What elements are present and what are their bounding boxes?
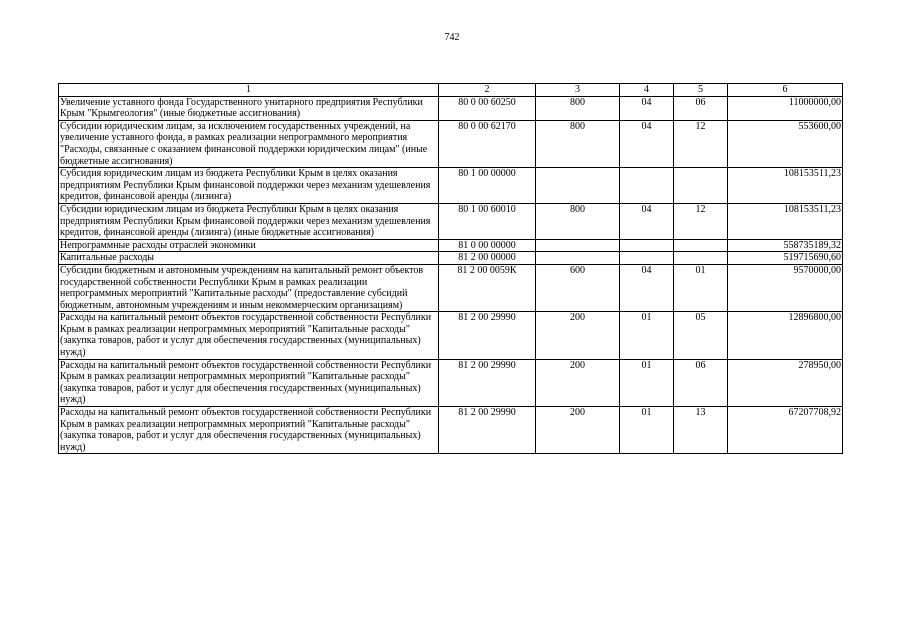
- row-subsection: 01: [674, 264, 728, 311]
- row-subsection: 05: [674, 312, 728, 359]
- header-col-6: 6: [728, 84, 843, 97]
- row-target-code: 80 0 00 62170: [439, 120, 536, 167]
- table-row: [59, 203, 843, 239]
- row-section: 01: [620, 407, 674, 454]
- row-expense-type: 200: [536, 359, 620, 406]
- header-col-3: 3: [536, 84, 620, 97]
- row-sum: 558735189,32: [728, 239, 843, 252]
- row-sum: 108153511,23: [728, 203, 843, 239]
- table-row: [59, 120, 843, 167]
- row-subsection: [674, 252, 728, 265]
- header-row: [59, 84, 843, 97]
- row-sum: 11000000,00: [728, 96, 843, 120]
- header-col-1: 1: [59, 84, 439, 97]
- row-name: Расходы на капитальный ремонт объектов государственной собственности Республики Крым в рамках реализации непрограммных мероприятий "Капитальные расходы" (закупка товаров, работ и услуг для обеспечения государственных (муниципальных) нужд): [59, 359, 439, 406]
- row-section: [620, 239, 674, 252]
- table-row: [59, 264, 843, 311]
- row-subsection: 13: [674, 407, 728, 454]
- row-name: Субсидия юридическим лицам из бюджета Республики Крым в целях оказания предприятиям Республики Крым финансовой поддержки через механизм удешевления кредитов, финансовой аренды (лизинга): [59, 168, 439, 204]
- row-name: Увеличение уставного фонда Государственного унитарного предприятия Республики Крым "Крымгеология" (иные бюджетные ассигнования): [59, 96, 439, 120]
- row-name: Субсидии юридическим лицам из бюджета Республики Крым в целях оказания предприятиям Республики Крым финансовой поддержки через механизм удешевления кредитов, финансовой аренды (лизинга) (иные бюджетные ассигнования): [59, 203, 439, 239]
- row-sum: 108153511,23: [728, 168, 843, 204]
- row-name: Расходы на капитальный ремонт объектов государственной собственности Республики Крым в рамках реализации непрограммных мероприятий "Капитальные расходы" (закупка товаров, работ и услуг для обеспечения государственных (муниципальных) нужд): [59, 312, 439, 359]
- row-expense-type: 600: [536, 264, 620, 311]
- row-subsection: 06: [674, 96, 728, 120]
- row-expense-type: 800: [536, 96, 620, 120]
- row-target-code: 81 2 00 29990: [439, 312, 536, 359]
- row-expense-type: 800: [536, 203, 620, 239]
- row-name: Капитальные расходы: [59, 252, 439, 265]
- table-row: [59, 359, 843, 406]
- row-section: 04: [620, 120, 674, 167]
- row-sum: 553600,00: [728, 120, 843, 167]
- row-subsection: [674, 239, 728, 252]
- row-target-code: 81 0 00 00000: [439, 239, 536, 252]
- table-row: [59, 407, 843, 454]
- row-section: [620, 252, 674, 265]
- row-target-code: 81 2 00 29990: [439, 407, 536, 454]
- row-sum: 12896800,00: [728, 312, 843, 359]
- row-subsection: 06: [674, 359, 728, 406]
- row-sum: 519715690,60: [728, 252, 843, 265]
- row-subsection: 12: [674, 203, 728, 239]
- page-number: 742: [444, 32, 460, 43]
- budget-table: [58, 83, 843, 454]
- row-section: [620, 168, 674, 204]
- row-expense-type: 200: [536, 312, 620, 359]
- row-name: Субсидии бюджетным и автономным учреждениям на капитальный ремонт объектов государственной собственности Республики Крым в рамках реализации непрограммных мероприятий "Капитальные расходы" (предоставление субсидий бюджетным, автономным учреждениям и иным некоммерческим организациям): [59, 264, 439, 311]
- row-section: 04: [620, 264, 674, 311]
- header-col-4: 4: [620, 84, 674, 97]
- row-section: 01: [620, 312, 674, 359]
- row-subsection: [674, 168, 728, 204]
- row-expense-type: [536, 252, 620, 265]
- header-col-2: 2: [439, 84, 536, 97]
- header-col-5: 5: [674, 84, 728, 97]
- row-sum: 9570000,00: [728, 264, 843, 311]
- row-target-code: 80 1 00 60010: [439, 203, 536, 239]
- row-section: 01: [620, 359, 674, 406]
- row-target-code: 80 1 00 00000: [439, 168, 536, 204]
- table-row: [59, 96, 843, 120]
- row-target-code: 80 0 00 60250: [439, 96, 536, 120]
- row-target-code: 81 2 00 00000: [439, 252, 536, 265]
- row-target-code: 81 2 00 29990: [439, 359, 536, 406]
- row-expense-type: [536, 239, 620, 252]
- row-expense-type: 800: [536, 120, 620, 167]
- table-row: [59, 252, 843, 265]
- row-section: 04: [620, 203, 674, 239]
- row-subsection: 12: [674, 120, 728, 167]
- row-sum: 67207708,92: [728, 407, 843, 454]
- row-sum: 278950,00: [728, 359, 843, 406]
- row-target-code: 81 2 00 0059К: [439, 264, 536, 311]
- row-name: Непрограммные расходы отраслей экономики: [59, 239, 439, 252]
- table-row: [59, 239, 843, 252]
- table-row: [59, 312, 843, 359]
- row-expense-type: [536, 168, 620, 204]
- row-expense-type: 200: [536, 407, 620, 454]
- row-name: Субсидии юридическим лицам, за исключением государственных учреждений, на увеличение уставного фонда, в рамках реализации непрограммного мероприятия "Расходы, связанные с оказанием финансовой поддержки юридическим лицам" (иные бюджетные ассигнования): [59, 120, 439, 167]
- row-section: 04: [620, 96, 674, 120]
- row-name: Расходы на капитальный ремонт объектов государственной собственности Республики Крым в рамках реализации непрограммных мероприятий "Капитальные расходы" (закупка товаров, работ и услуг для обеспечения государственных (муниципальных) нужд): [59, 407, 439, 454]
- table-row: [59, 168, 843, 204]
